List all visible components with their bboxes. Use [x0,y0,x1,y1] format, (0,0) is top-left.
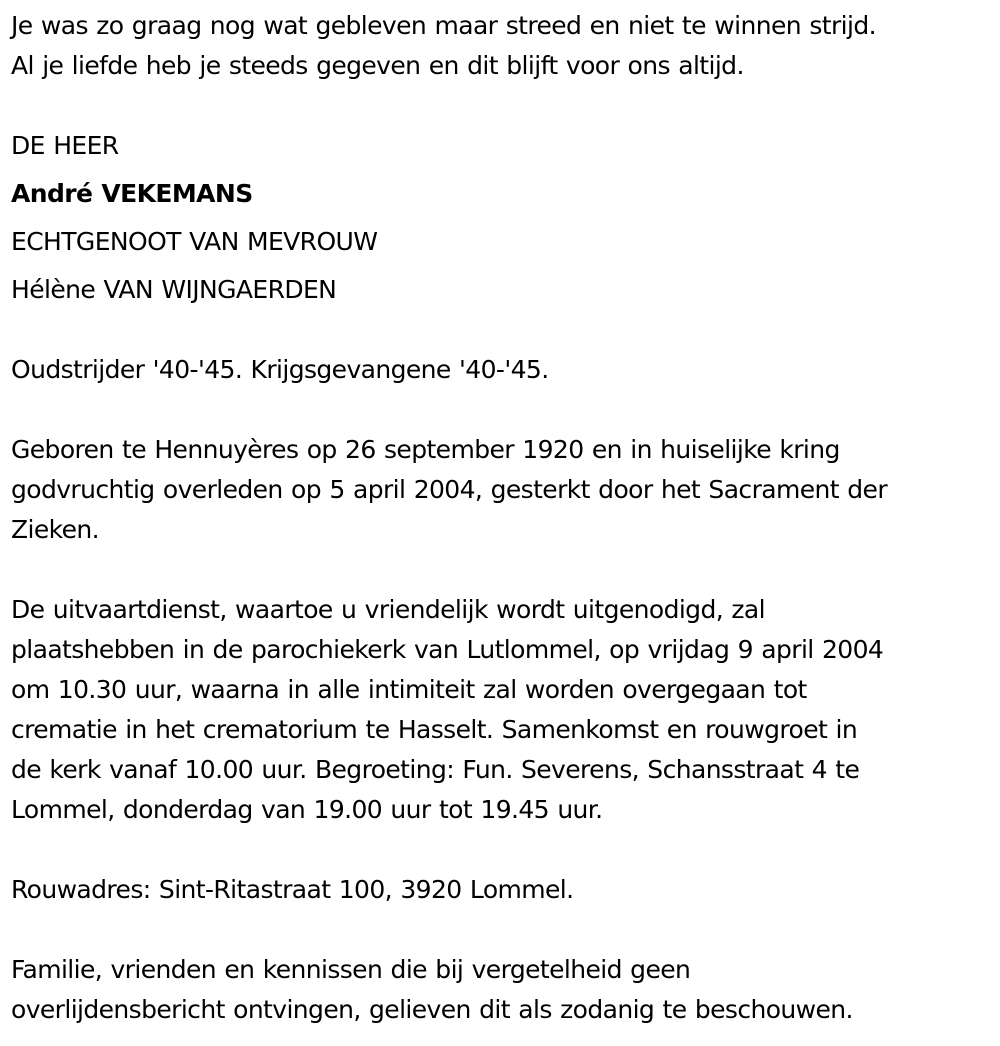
funeral-line: plaatshebben in de parochiekerk van Lutlommel, op vrijdag 9 april 2004 [11,635,884,664]
birth-death-line: Zieken. [11,515,100,544]
funeral-line: om 10.30 uur, waarna in alle intimiteit zal worden overgegaan tot [11,675,807,704]
deceased-name: André VEKEMANS [11,179,253,208]
honors-text: Oudstrijder '40-'45. Krijgsgevangene '40-'45. [11,355,549,384]
poem-line: Je was zo graag nog wat gebleven maar streed en niet te winnen strijd. [11,11,876,40]
deceased-relation: ECHTGENOOT VAN MEVROUW [11,227,378,256]
birth-death-line: godvruchtig overleden op 5 april 2004, gesterkt door het Sacrament der [11,475,888,504]
deceased-title: DE HEER [11,131,119,160]
birth-death-line: Geboren te Hennuyères op 26 september 1920 en in huiselijke kring [11,435,840,464]
closing-line: Familie, vrienden en kennissen die bij vergetelheid geen [11,955,691,984]
funeral-line: crematie in het crematorium te Hasselt. Samenkomst en rouwgroet in [11,715,858,744]
funeral-line: Lommel, donderdag van 19.00 uur tot 19.45 uur. [11,795,603,824]
spouse-name: Hélène VAN WIJNGAERDEN [11,275,337,304]
poem-line: Al je liefde heb je steeds gegeven en dit blijft voor ons altijd. [11,51,744,80]
funeral-line: de kerk vanaf 10.00 uur. Begroeting: Fun. Severens, Schansstraat 4 te [11,755,860,784]
funeral-line: De uitvaartdienst, waartoe u vriendelijk wordt uitgenodigd, zal [11,595,766,624]
closing-line: overlijdensbericht ontvingen, gelieven dit als zodanig te beschouwen. [11,995,853,1024]
mourning-address: Rouwadres: Sint-Ritastraat 100, 3920 Lommel. [11,875,574,904]
